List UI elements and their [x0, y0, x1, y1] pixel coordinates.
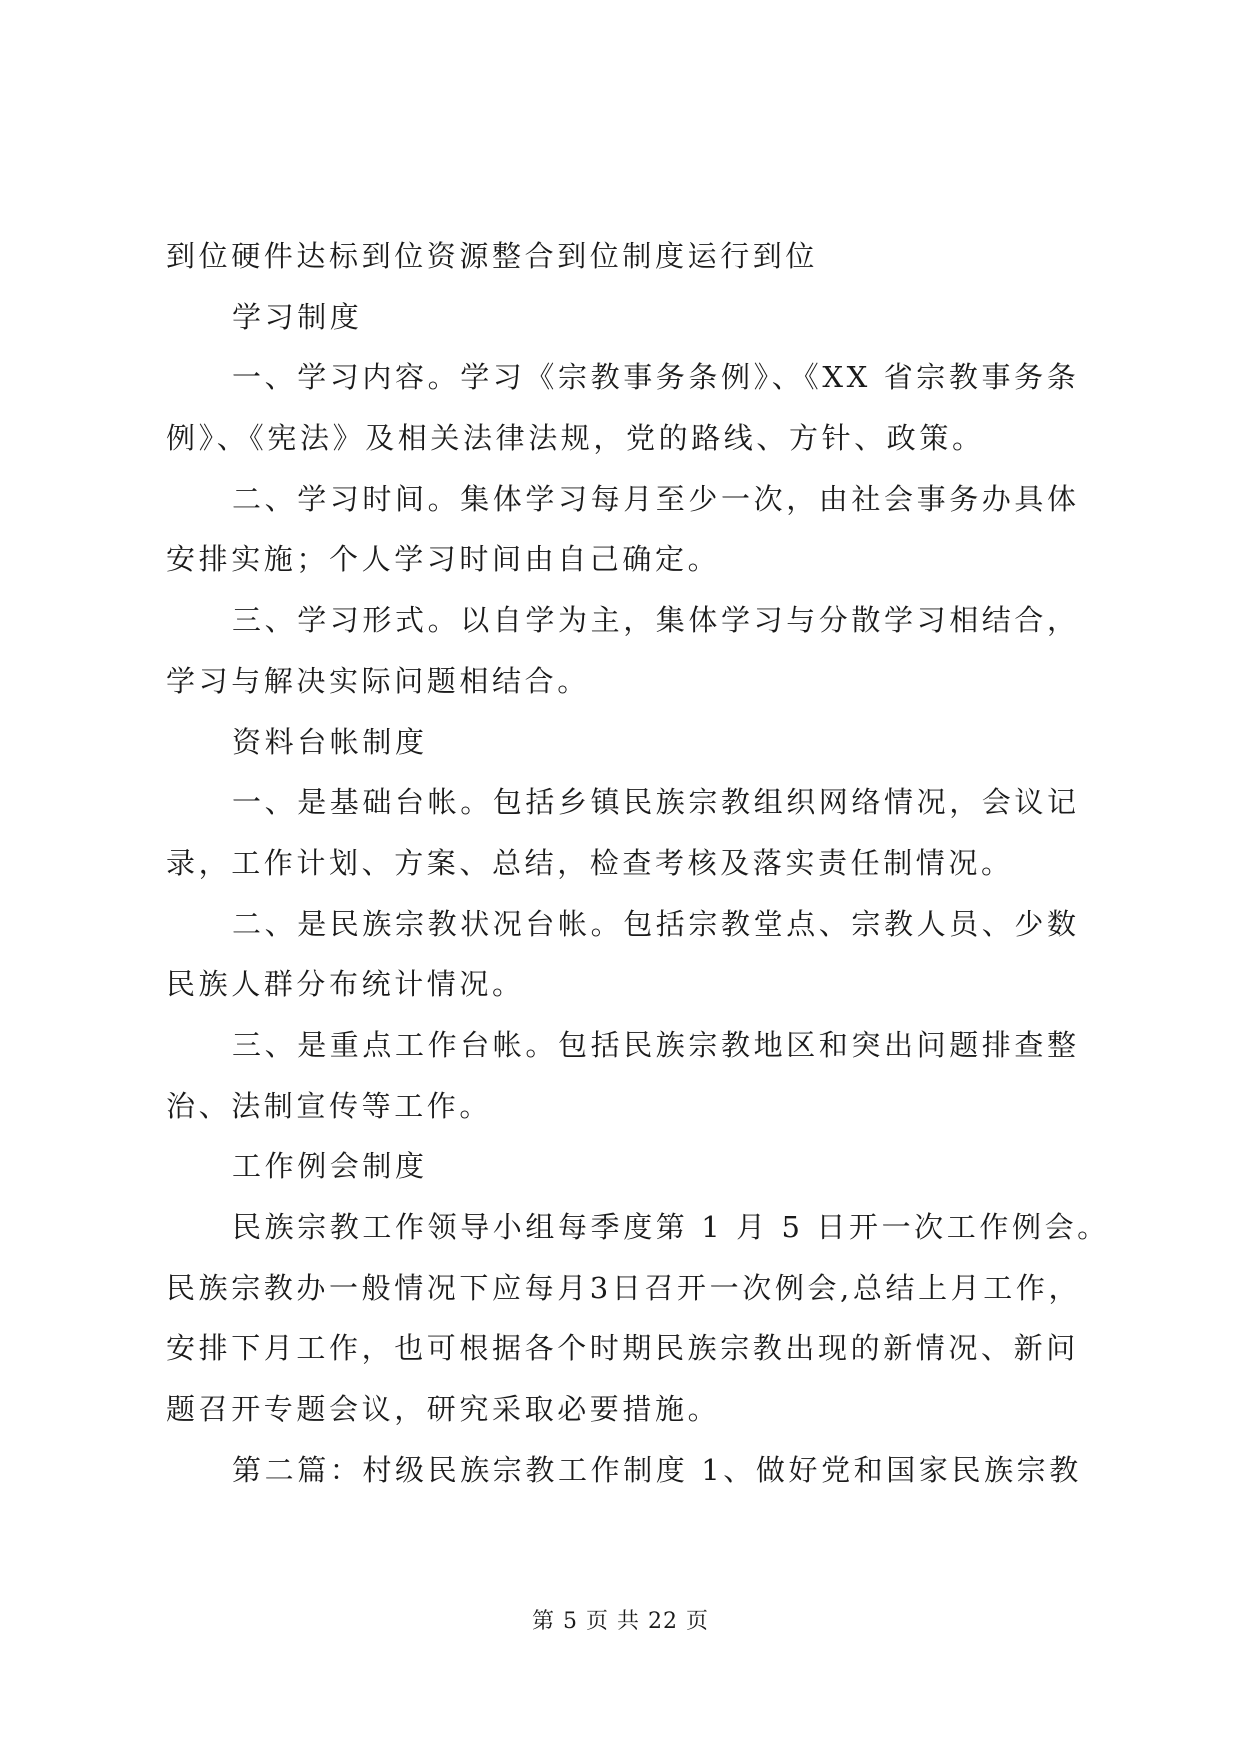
text-line: 工作例会制度 — [232, 1149, 428, 1184]
text-line: 题召开专题会议，研究采取必要措施。 — [166, 1392, 721, 1427]
document-body — [166, 226, 1110, 1500]
text-line: 治、法制宣传等工作。 — [166, 1088, 493, 1123]
text-line: 民族人群分布统计情况。 — [166, 967, 525, 1002]
text-line: 例》、《宪法》及相关法律法规，党的路线、方针、政策。 — [166, 421, 985, 456]
text-line: 安排实施；个人学习时间由自己确定。 — [166, 542, 721, 577]
text-line: 一、是基础台帐。包括乡镇民族宗教组织网络情况，会议记 — [232, 785, 1080, 820]
text-line: 三、学习形式。以自学为主，集体学习与分散学习相结合， — [232, 603, 1080, 638]
text-line: 学习制度 — [232, 299, 363, 334]
text-line: 到位硬件达标到位资源整合到位制度运行到位 — [166, 239, 819, 273]
text-line: 资料台帐制度 — [232, 724, 428, 759]
text-line: 民族宗教办一般情况下应每月3日召开一次例会,总结上月工作， — [166, 1270, 1082, 1305]
text-line: 二、是民族宗教状况台帐。包括宗教堂点、宗教人员、少数 — [232, 906, 1080, 941]
text-line: 录，工作计划、方案、总结，检查考核及落实责任制情况。 — [166, 845, 1014, 880]
page-footer: 第 5 页 共 22 页 — [532, 1609, 709, 1634]
text-line: 安排下月工作，也可根据各个时期民族宗教出现的新情况、新问 — [166, 1331, 1079, 1366]
text-line: 学习与解决实际问题相结合。 — [166, 663, 590, 698]
text-line: 民族宗教工作领导小组每季度第 1 月 5 日开一次工作例会。 — [232, 1210, 1110, 1244]
text-line: 二、学习时间。集体学习每月至少一次，由社会事务办具体 — [232, 481, 1080, 516]
text-line: 第二篇：村级民族宗教工作制度 1、做好党和国家民族宗教 — [232, 1452, 1082, 1487]
text-line: 一、学习内容。学习《宗教事务条例》、《XX 省宗教事务条 — [232, 360, 1080, 395]
text-line: 三、是重点工作台帐。包括民族宗教地区和突出问题排查整 — [232, 1027, 1080, 1062]
